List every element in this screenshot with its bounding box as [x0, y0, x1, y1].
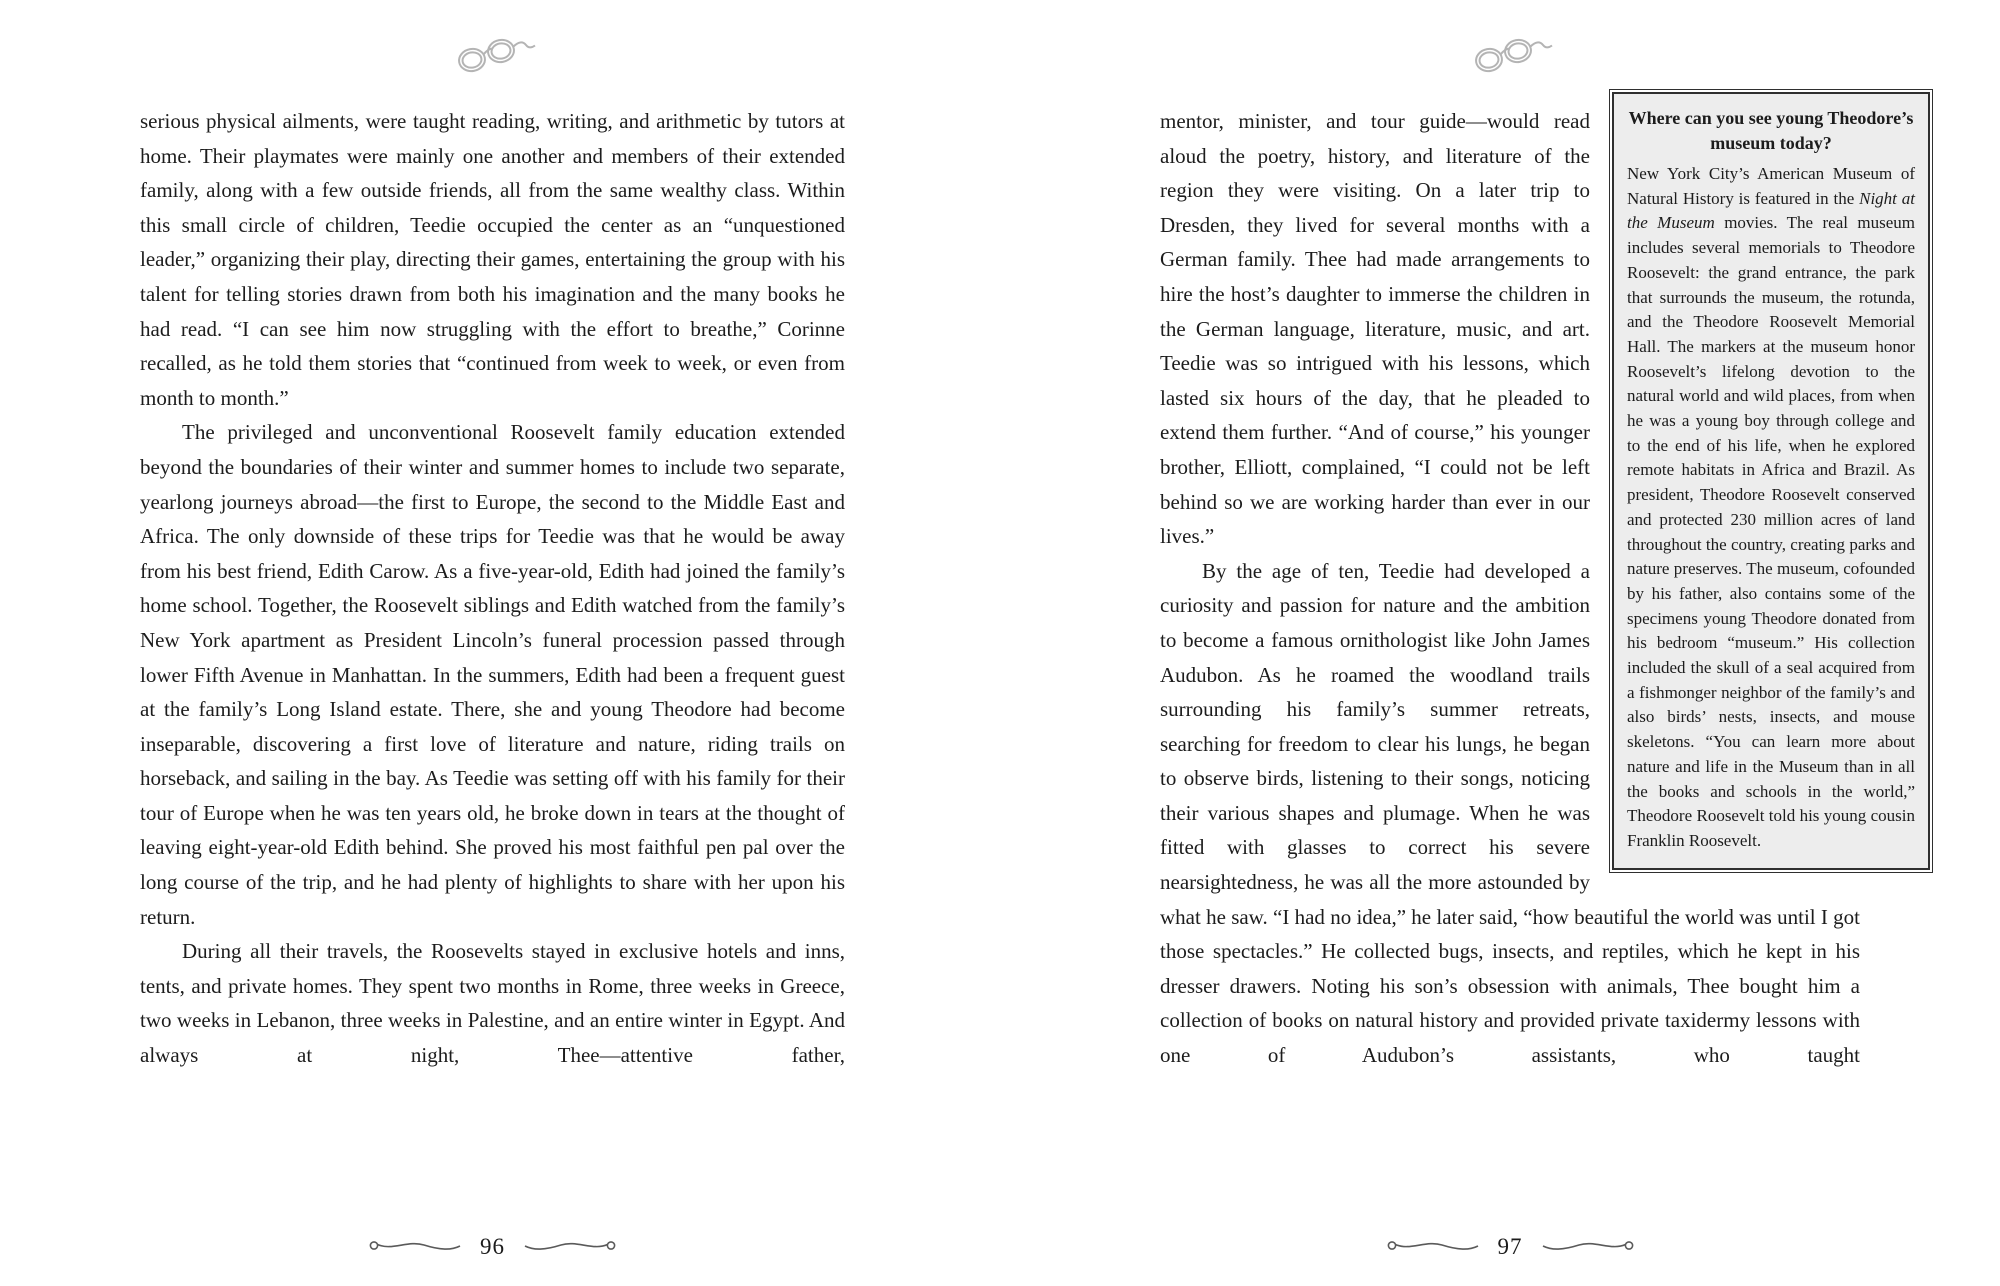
page-number: 97: [1497, 1234, 1523, 1259]
paragraph: The privileged and unconventional Roosevelt family education extended beyond the boundaries of their winter and summer homes to include two separate, yearlong journeys abroad—the first to Europe, the second to the Middle East and Africa. The only downside of these trips for Teedie was that he would be away from his best friend, Edith Carow. As a five-year-old, Edith had joined the family’s home school. Together, the Roosevelt siblings and Edith watched from the family’s New York apartment as President Lincoln’s funeral procession passed through lower Fifth Avenue in Manhattan. In the summers, Edith had been a frequent guest at the family’s Long Island estate. There, she and young Theodore had become inseparable, discovering a first love of literature and nature, riding trails on horseback, and sailing in the bay. As Teedie was setting off with his family for their tour of Europe when he was ten years old, he broke down in tears at the thought of leaving eight-year-old Edith behind. She proved his most faithful pen pal over the long course of the trip, and he had plenty of highlights to share with her upon his return.: [140, 420, 845, 929]
paragraph: mentor, minister, and tour guide—would read aloud the poetry, history, and literature of the region they were visiting. On a later trip to Dresden, they lived for several months with a German family. Thee had made arrangements to hire the host’s daughter to immerse the children in the German language, literature, music, and art. Teedie was so intrigued with his lessons, which lasted six hours of the day, that he pleaded to extend them further. “And of course,” his younger brother, Elliott, complained, “I could not be left behind so we are working harder than ever in our lives.”: [1160, 109, 1590, 549]
page-number: 96: [480, 1234, 505, 1259]
flourish-ornament-icon: [523, 1237, 619, 1257]
sidebar-title: Where can you see young Theodore’s museum today?: [1628, 108, 1914, 153]
flourish-ornament-icon: [1384, 1237, 1480, 1257]
page-right-text: [1160, 104, 1915, 1073]
sidebar-box: [1612, 92, 1930, 870]
spectacles-ornament-icon: [140, 32, 845, 80]
paragraph: serious physical ailments, were taught reading, writing, and arithmetic by tutors at home. Their playmates were mainly one another and members of their extended family, along with a few outside friends, all from the same wealthy class. Within this small circle of children, Teedie occupied the center as an “unquestioned leader,” organizing their play, directing their games, entertaining the group with his talent for telling stories drawn from both his imagination and the many books he had read. “I can see him now struggling with the effort to breathe,” Corinne recalled, as he told them stories that “continued from week to week, or even from month to month.”: [140, 109, 845, 410]
paragraph: During all their travels, the Roosevelts stayed in exclusive hotels and inns, tents, and private homes. They spent two months in Rome, three weeks in Greece, two weeks in Lebanon, three weeks in Palestine, and an entire winter in Egypt. And always at night, Thee—attentive father,: [140, 939, 845, 1068]
sidebar-body-text: movies. The real museum includes several memorials to Theodore Roosevelt: the grand entrance, the park that surrounds the museum, the rotunda, and the Theodore Roosevelt Memorial Hall. The markers at the museum honor Roosevelt’s lifelong devotion to the natural world and wild places, from when he was a young boy through college and to the end of his life, when he explored remote habitats in Africa and Brazil. As president, Theodore Roosevelt conserved and protected 230 million acres of land throughout the country, creating parks and nature preserves. The museum, cofounded by his father, also contains some of the specimens young Theodore donated from his bedroom “museum.” His collection included the skull of a seal acquired from a fishmonger neighbor of the family’s and also birds’ nests, insects, and mouse skeletons. “You can learn more about nature and life in the Museum than in all the books and schools in the world,” Theodore Roosevelt told his young cousin Franklin Roosevelt.: [1627, 213, 1915, 850]
page-left-footer: [140, 1234, 845, 1260]
sidebar-body-text: New York City’s American Museum of Natural History is featured in the: [1627, 164, 1915, 208]
sidebar-body-italic-title: Night at the Museum: [1627, 188, 1915, 233]
spectacles-ornament-icon: [1160, 32, 1860, 80]
paragraph: By the age of ten, Teedie had developed a curiosity and passion for nature and the ambition to become a famous ornithologist like John James Audubon. As he roamed the woodland trails surrounding his family’s summer retreats, searching for freedom to clear his lungs, he began to observe birds, listening to their songs, noticing their various shapes and plumage. When he was fitted with glasses to correct his severe nearsightedness, he was all the more astounded by what he saw. “I had no idea,” he later said, “how beautiful the world was until I got those spectacles.” He collected bugs, insects, and reptiles, which he kept in his dresser drawers. Noting his son’s obsession with animals, Thee bought him a collection of books on natural history and provided private taxidermy lessons with one of Audubon’s assistants, who taught: [1160, 558, 1860, 1068]
sidebar-body: [1627, 162, 1915, 854]
flourish-ornament-icon: [1541, 1237, 1637, 1257]
page-left-text: [140, 104, 845, 1073]
flourish-ornament-icon: [366, 1237, 462, 1257]
page-right: [1000, 0, 2000, 1286]
page-right-footer: [1160, 1234, 1860, 1260]
